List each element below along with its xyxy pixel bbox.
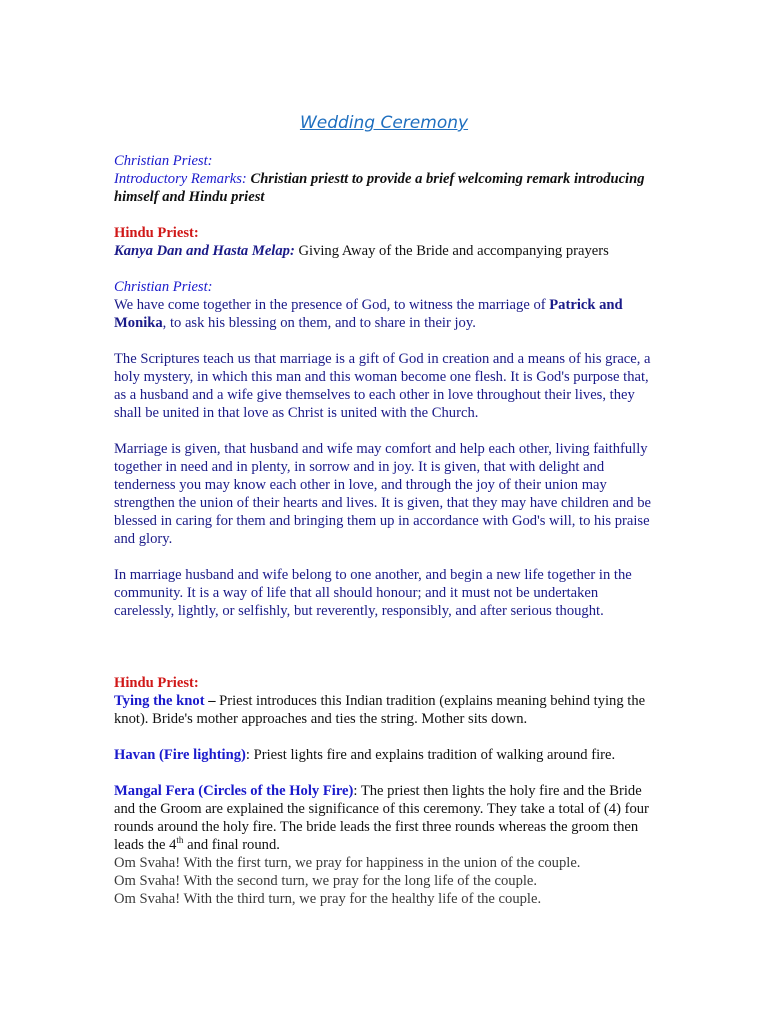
mangal-fera-text-b: and final round. [183, 837, 280, 853]
couple-names: Patrick and Monika [114, 297, 623, 331]
intro-remarks-label: Introductory Remarks: [114, 171, 247, 187]
paragraph-welcome-a: We have come together in the presence of God, to witness the marriage of [114, 297, 550, 313]
mangal-fera-label: Mangal Fera (Circles of the Holy Fire) [114, 783, 354, 799]
section-hindu-rituals [114, 674, 659, 728]
tying-knot-dash: – [204, 693, 220, 709]
ordinal-superscript: th [176, 835, 184, 846]
document-title: Wedding Ceremony [299, 113, 469, 133]
mangal-fera-paragraph [114, 782, 659, 854]
section-hindu-kanya [114, 224, 659, 260]
kanya-dan-label: Kanya Dan and Hasta Melap: [114, 243, 295, 259]
christian-priest-heading-2: Christian Priest: [114, 279, 213, 295]
paragraph-scriptures: The Scriptures teach us that marriage is a gift of God in creation and a means of his grace, a holy mystery, in which this man and this woman become one flesh. It is God's purpose that, as a husband and a wife give themselves to each other in love throughout their lives, they shall be united in that love as Christ is united with the Church. [114, 351, 651, 421]
om-svaha-line-1: Om Svaha! With the first turn, we pray for happiness in the union of the couple. [114, 855, 581, 871]
mangal-fera-text-a: : The priest then lights the holy fire and the Bride and the Groom are explained the significance of this ceremony. They take a total of (4) four rounds around the holy fire. The bride leads the first three rounds whereas the groom then leads the 4 [114, 783, 649, 853]
havan-label: Havan (Fire lighting) [114, 747, 246, 763]
section-christian-intro [114, 152, 659, 206]
om-svaha-line-2: Om Svaha! With the second turn, we pray for the long life of the couple. [114, 873, 538, 889]
paragraph-marriage-given: Marriage is given, that husband and wife may comfort and help each other, living faithfully together in need and in plenty, in sorrow and in joy. It is given, that with delight and tenderness you may know each other in love, and through the joy of their union may strengthen the union of their hearts and lives. It is given, that they may have children and be blessed in caring for them and bringing them up in accordance with God's will, to his praise and glory. [114, 441, 651, 547]
document-body [114, 152, 659, 908]
tying-knot-label: Tying the knot [114, 693, 205, 709]
intro-remarks-text: Christian priestt to provide a brief welcoming remark introducing himself and Hindu priest [114, 171, 645, 205]
hindu-priest-heading-2: Hindu Priest: [114, 675, 199, 691]
havan-text: : Priest lights fire and explains tradition of walking around fire. [245, 747, 616, 763]
tying-knot-text: Priest introduces this Indian tradition (explains meaning behind tying the knot). Bride's mother approaches and ties the string. Mother sits down. [114, 693, 646, 727]
hindu-priest-heading: Hindu Priest: [114, 225, 199, 241]
paragraph-belong: In marriage husband and wife belong to one another, and begin a new life together in the community. It is a way of life that all should honour; and it must not be undertaken carelessly, lightly, or selfishly, but reverently, responsibly, and after serious thought. [114, 567, 632, 619]
havan-paragraph [114, 746, 659, 764]
paragraph-welcome-b: , to ask his blessing on them, and to share in their joy. [162, 315, 476, 331]
kanya-dan-text: Giving Away of the Bride and accompanying prayers [294, 243, 609, 259]
om-svaha-list [114, 854, 659, 908]
christian-priest-heading: Christian Priest: [114, 153, 213, 169]
om-svaha-line-3: Om Svaha! With the third turn, we pray for the healthy life of the couple. [114, 891, 542, 907]
section-christian-address [114, 278, 659, 332]
